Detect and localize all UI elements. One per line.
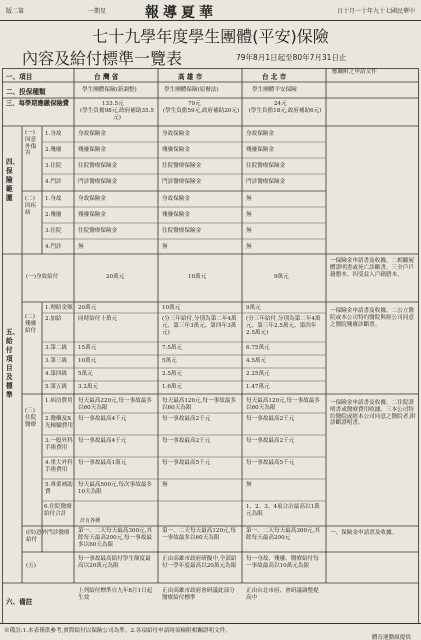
- disability-row-item: 1.理賠金額: [45, 305, 73, 311]
- notes-taiwan: 上列給付標準自九年8月1日起生效: [78, 588, 153, 601]
- notes-taipei: 正由台北市府、會研議調整提高中: [246, 588, 319, 601]
- column-header-taiwan: 台 灣 省: [94, 73, 119, 81]
- medical-row-taipei: 每一事故最高2千元: [246, 438, 295, 444]
- disability-row-kaohsiung: (分三年給付,分別為第二年4萬元、第三年3萬元、第四年3萬元): [162, 316, 237, 336]
- special-kaohsiung: 正由高雄市政府研擬中,全部給付一學年度最高以20萬元為限: [162, 556, 237, 569]
- outpatient-taiwan: 第一、二天每天最高300元,其餘每天最高200元,每一事故最多以60天為限: [78, 528, 152, 548]
- illness-row-item: 3.住院: [45, 228, 62, 234]
- disability-row-item: 2.加給: [45, 316, 62, 322]
- coverage-kaohsiung: 學生團體保險(原辦法): [164, 87, 219, 93]
- section-label-benefits: 五、給付項目及標準: [6, 328, 20, 399]
- medical-row-item: 5.專業補助費: [45, 482, 73, 495]
- medical-row-taipei: 每一事故最高5千元: [246, 460, 295, 466]
- notes-kaohsiung: 正由高雄市政府會研議此部分醫療給付標準: [162, 588, 235, 601]
- section-label-coverage-scope: 四、保險範圍: [6, 158, 20, 202]
- illness-row-kaohsiung: 住院醫療保險金: [162, 228, 202, 234]
- disability-row-taipei: (分三年給付,分別為第二年4萬元、第三年2.5萬元、第四年2.5萬元): [246, 316, 321, 336]
- illness-row-taiwan: 身故保險金: [78, 196, 106, 202]
- disability-row-item: 3.第三級: [45, 358, 68, 364]
- medical-row-taipei: 無: [246, 482, 252, 488]
- column-header-kaohsiung: 高 雄 市: [178, 73, 203, 81]
- coverage-taipei: 學生團體平安保險: [252, 87, 297, 93]
- issue-date: 日十月一十年九十七國民華中: [336, 8, 415, 15]
- row-label-coverage: 二、投保種類: [6, 88, 46, 96]
- medical-row-kaohsiung: 每一事故最高2千元: [162, 438, 211, 444]
- accident-row-item: 4.門診: [45, 179, 62, 185]
- medical-row-kaohsiung: 每一事故最高5千元: [162, 460, 211, 466]
- column-header-item: 一、項目: [6, 73, 33, 81]
- medical-row-kaohsiung: 每一事故最高2千元: [162, 416, 211, 422]
- medical-row-taipei: 每一事故最高2千元: [246, 416, 295, 422]
- illness-row-kaohsiung: 身故保險金: [162, 196, 190, 202]
- accident-row-taipei: 住院醫療保險金: [246, 163, 286, 169]
- medical-row-taiwan: 每一事故最高1萬元: [78, 460, 127, 466]
- weekday-label: 一期星: [88, 8, 107, 15]
- accident-row-kaohsiung: 殘廢保險金: [162, 147, 190, 153]
- disability-row-kaohsiung: 10萬元: [162, 305, 181, 311]
- death-benefit-docs: 一保險金申請書及收據。二相驗屍體證明書或死亡診斷書。三全戶戶籍謄本。四受益人戶籍謄本。: [330, 258, 414, 278]
- outpatient-docs: 一、保險金申請書及收據。: [330, 530, 398, 536]
- disability-row-item: 3.第二級: [45, 345, 68, 351]
- disability-row-taipei: 9萬元: [246, 305, 261, 311]
- medical-row-taiwan: 每一事故最高4千元: [78, 438, 127, 444]
- death-benefit-taipei: 9萬元: [274, 274, 289, 280]
- medical-total-taipei: 1、2、3、4項合計最高以1萬元為限: [246, 504, 320, 517]
- accident-row-item: 2.殘廢: [45, 147, 62, 153]
- disability-row-taiwan: 5萬元: [78, 371, 93, 377]
- disability-row-taiwan: 15萬元: [78, 345, 97, 351]
- column-header-taipei: 台 北 市: [262, 73, 287, 81]
- medical-row-taiwan: 每天最高220元,每一事故最多以60天為限: [78, 398, 152, 411]
- accident-row-kaohsiung: 住院醫療保險金: [162, 163, 202, 169]
- medical-row-item: 3.一般外科手術費用: [45, 438, 73, 451]
- medical-docs: 一保險金申請書及收據。二住院證明書或醫療費用收據。三本公司特約醫院或經本公司同意之醫院者,附診斷證明書。: [330, 400, 416, 427]
- special-taiwan: 每一事故最高給付學生額度最高以20萬元為限: [78, 556, 151, 569]
- premium-kaohsiung-note: (學生負擔59元,政府補助20元): [162, 108, 240, 114]
- disability-row-taiwan: 20萬元: [78, 305, 97, 311]
- special-item: (五): [26, 563, 36, 569]
- accident-row-taipei: 殘廢保險金: [246, 147, 274, 153]
- death-benefit-taiwan: 20萬元: [106, 274, 125, 280]
- accident-row-taiwan: 住院醫療保險金: [78, 163, 118, 169]
- medical-taiwan-note: 計有各種: [80, 518, 101, 524]
- page-footer: [0, 623, 421, 640]
- outpatient-taipei: 第一、二天每天最高300元,其餘每天最高200元: [246, 528, 320, 541]
- accident-row-kaohsiung: 身故保險金: [162, 131, 190, 137]
- disability-row-taiwan: 同時給付十萬元: [78, 316, 118, 322]
- accident-row-taiwan: 身故保險金: [78, 131, 106, 137]
- medical-row-item: 4.重大外科手術費用: [45, 460, 73, 473]
- footer-credit: 體育運動組提供: [371, 635, 411, 640]
- disability-row-taiwan: 10萬元: [78, 358, 97, 364]
- disability-row-kaohsiung: 2.5萬元: [162, 371, 183, 377]
- medical-row-taiwan: 每一事故最高4千元: [78, 416, 127, 422]
- special-taipei: 每一身故、殘廢、醫療給付每一事故最高以10萬元為限: [246, 556, 319, 569]
- illness-row-taiwan: 無: [78, 244, 84, 250]
- medical-row-item: 2.醫藥及X光檢驗費用: [45, 416, 73, 429]
- illness-row-taiwan: 殘廢保險金: [78, 212, 106, 218]
- illness-row-taipei: 無: [246, 228, 252, 234]
- medical-row-taipei: 每天最高120元,每一事故最多以60天為限: [246, 398, 320, 411]
- disability-row-taipei: 4.5萬元: [246, 358, 267, 364]
- illness-row-taipei: 無: [246, 212, 252, 218]
- medical-row-item: 1.病房費用: [45, 398, 73, 404]
- disability-row-taipei: 2.25萬元: [246, 371, 270, 377]
- illness-row-item: 1.身故: [45, 196, 62, 202]
- illness-row-item: 2.殘廢: [45, 212, 62, 218]
- medical-label: (三)住院醫療: [25, 408, 37, 428]
- premium-taiwan-note: (學生負擔98元,政府補助35.5元): [80, 108, 154, 121]
- illness-row-taipei: 無: [246, 196, 252, 202]
- accident-label: (一)因意外傷害: [25, 130, 37, 157]
- premium-taipei-note: (學生負擔18元,政府補助6元): [248, 108, 322, 114]
- benefit-table: [2, 68, 419, 624]
- disability-row-taiwan: 3.2萬元: [78, 384, 99, 390]
- illness-label: (二)因疾病: [25, 196, 37, 216]
- disability-label: (二)殘廢給付: [25, 314, 37, 334]
- medical-row-kaohsiung: 每天最高120元,每一事故最多以60天為限: [162, 398, 236, 411]
- premium-taiwan-amount: 133.5元: [102, 101, 124, 107]
- article-title-line1: 七十九學年度學生團體(平安)保險: [92, 27, 329, 46]
- medical-row-taiwan: 每天最高500元,每次事故最多10天為限: [78, 482, 152, 495]
- page-header: [0, 0, 421, 21]
- death-benefit-kaohsiung: 10萬元: [188, 274, 207, 280]
- premium-taipei-amount: 24元: [274, 101, 287, 107]
- accident-row-taipei: 身故保險金: [246, 131, 274, 137]
- accident-row-taiwan: 門診醫療保險金: [78, 179, 118, 185]
- death-benefit-item: (一)身故給付: [26, 274, 59, 280]
- disability-row-taipei: 1.47萬元: [246, 384, 270, 390]
- row-label-premium: 三、每學期應繳保險費: [6, 100, 69, 107]
- medical-total-item: 6.住院醫療給付合計: [44, 504, 72, 517]
- disability-row-kaohsiung: 1.6萬元: [162, 384, 183, 390]
- illness-row-item: 4.門診: [45, 244, 62, 250]
- disability-row-item: 4.第四級: [45, 371, 68, 377]
- medical-row-kaohsiung: 無: [162, 482, 168, 488]
- accident-row-kaohsiung: 門診醫療保險金: [162, 179, 202, 185]
- accident-row-taipei: 門診醫療保險金: [246, 179, 286, 185]
- masthead: 報導夏華: [145, 5, 217, 21]
- footer-note: ※備註:1.本表僅供參考,實際給付以保險公司為準。2.各項給付申請時須檢附相關證明文件。: [4, 628, 231, 634]
- disability-row-kaohsiung: 7.5萬元: [162, 345, 183, 351]
- disability-docs: 一保險金申請書及收據。二公立醫院或本公司特約醫院與經公司同意之醫院殘廢診斷書。: [330, 308, 414, 328]
- column-header-docs: 應繳附之申請文件: [332, 69, 377, 75]
- accident-row-taiwan: 殘廢保險金: [78, 147, 106, 153]
- illness-row-kaohsiung: 無: [162, 244, 168, 250]
- illness-row-taiwan: 住院醫療保險金: [78, 228, 118, 234]
- edition-label: 版二第: [6, 8, 25, 15]
- outpatient-item: (四)意外門診醫療給付: [26, 530, 70, 543]
- illness-row-taipei: 無: [246, 244, 252, 250]
- disability-row-item: 5.第五級: [45, 384, 68, 390]
- disability-row-taipei: 6.75萬元: [246, 345, 270, 351]
- disability-row-kaohsiung: 5萬元: [162, 358, 177, 364]
- coverage-period: 79年8月1日起至80年7月31日止: [236, 53, 347, 62]
- accident-row-item: 1.身故: [45, 131, 62, 137]
- accident-row-item: 3.住院: [45, 163, 62, 169]
- outpatient-kaohsiung: 第一、二天每天最高120元,每一事故最多以60天為限: [162, 528, 236, 541]
- article-title-line2: 內容及給付標準一覽表: [22, 49, 183, 68]
- row-label-notes: 六、備註: [6, 598, 33, 606]
- premium-kaohsiung-amount: 79元: [188, 101, 201, 107]
- illness-row-kaohsiung: 殘廢保險金: [162, 212, 190, 218]
- coverage-taiwan: 學生團體保險(新調整): [82, 87, 137, 93]
